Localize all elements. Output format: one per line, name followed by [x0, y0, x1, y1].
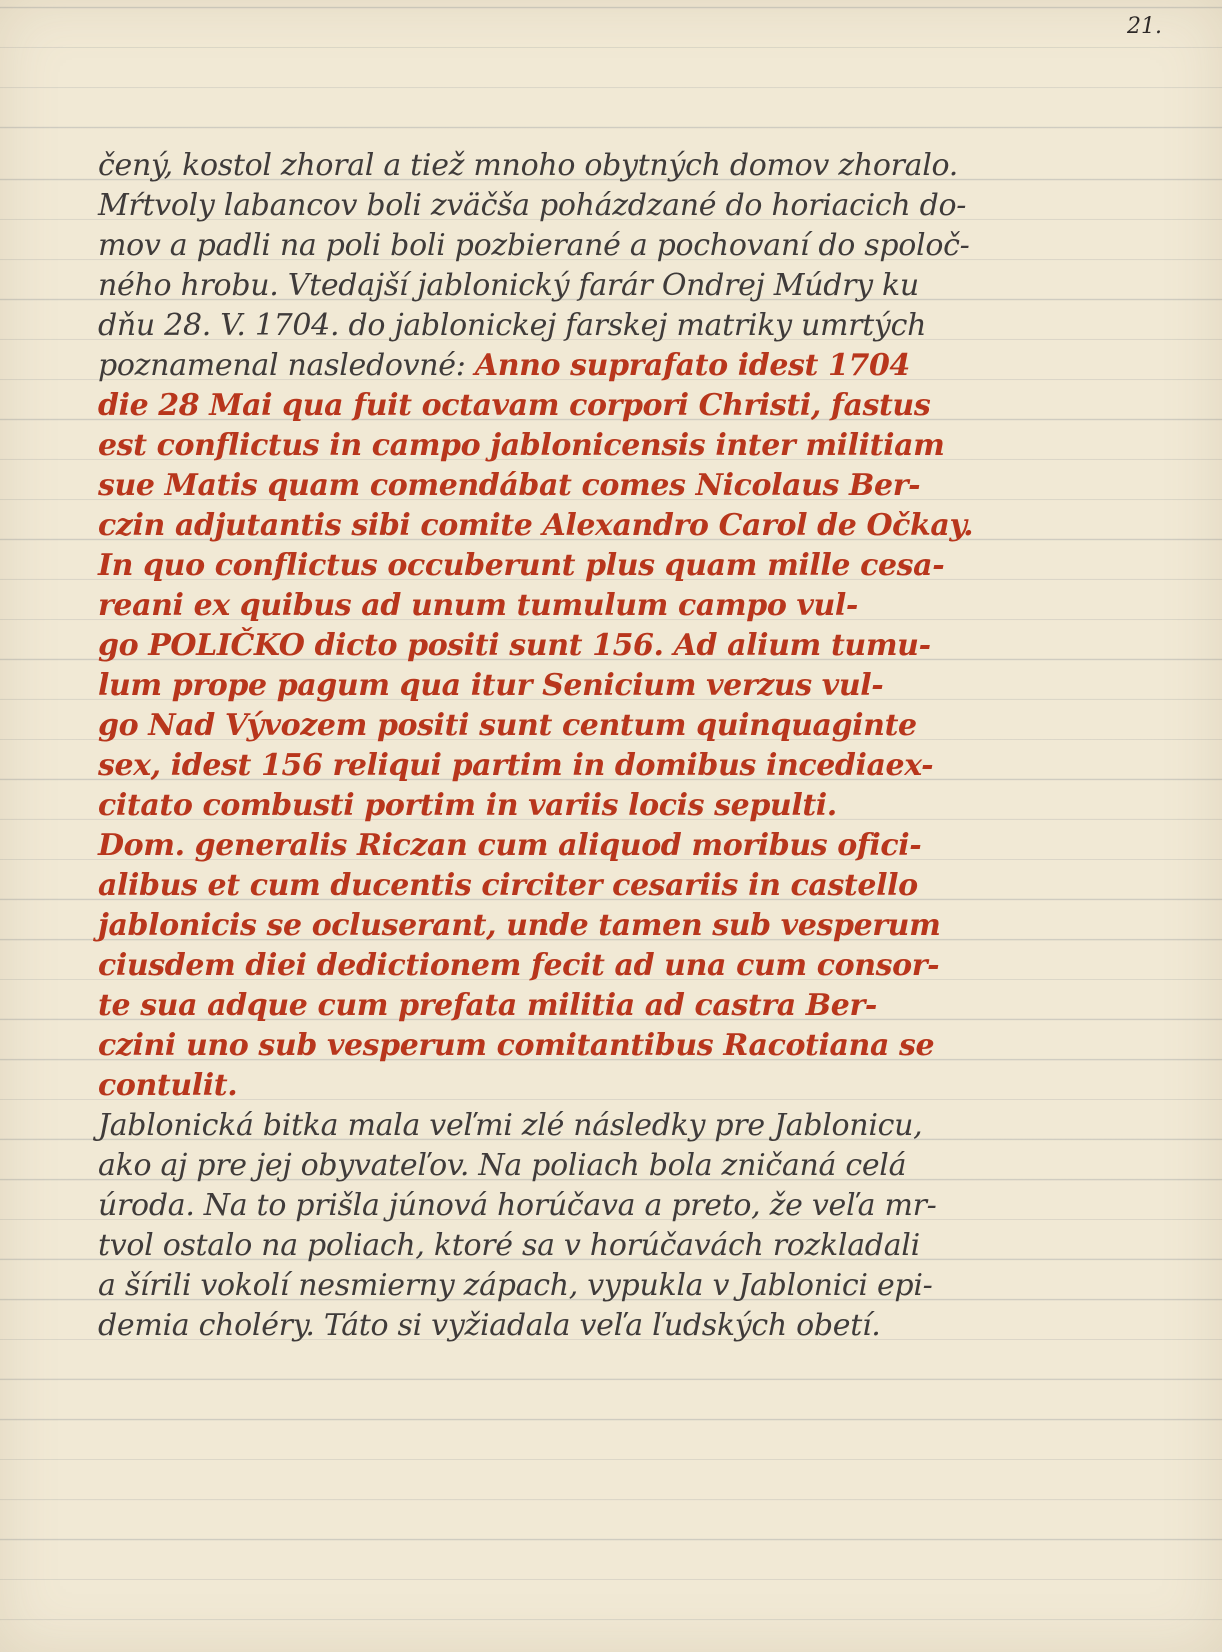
text-line: úroda. Na to prišla júnová horúčava a preto, že veľa mr-: [98, 1188, 937, 1223]
text-segment: poznamenal nasledovné:: [98, 348, 475, 383]
latin-line: go POLIČKO dicto positi sunt 156. Ad alium tumu-: [98, 628, 931, 663]
text-line: demia choléry. Táto si vyžiadala veľa ľudských obetí.: [98, 1308, 881, 1343]
latin-line: sex, idest 156 reliqui partim in domibus incediaex-: [98, 748, 934, 783]
latin-line: go Nad Vývozem positi sunt centum quinquaginte: [98, 708, 917, 743]
page-number: 21.: [1127, 14, 1162, 39]
latin-line: czin adjutantis sibi comite Alexandro Carol de Očkay.: [98, 508, 974, 543]
latin-line: czini uno sub vesperum comitantibus Racotiana se: [98, 1028, 935, 1063]
text-line: tvol ostalo na poliach, ktoré sa v horúčavách rozkladali: [98, 1228, 920, 1263]
text-line: ného hrobu. Vtedajší jablonický farár Ondrej Múdry ku: [98, 268, 919, 303]
text-line: a šírili vokolí nesmierny zápach, vypukla v Jablonici epi-: [98, 1268, 933, 1303]
latin-line: ciusdem diei dedictionem fecit ad una cum consor-: [98, 948, 940, 983]
latin-line: alibus et cum ducentis circiter cesariis in castello: [98, 868, 918, 903]
latin-quote-start: Anno suprafato idest 1704: [474, 348, 910, 383]
latin-line: lum prope pagum qua itur Senicium verzus vul-: [98, 668, 884, 703]
latin-line: reani ex quibus ad unum tumulum campo vul-: [98, 588, 858, 623]
latin-line: contulit.: [98, 1068, 238, 1103]
latin-line: Dom. generalis Riczan cum aliquod moribus ofici-: [98, 828, 922, 863]
text-line: ako aj pre jej obyvateľov. Na poliach bola zničaná celá: [98, 1148, 907, 1183]
latin-line: citato combusti portim in variis locis sepulti.: [98, 788, 837, 823]
latin-line: jablonicis se ocluserant, unde tamen sub vesperum: [98, 908, 941, 943]
text-line-mixed: [98, 346, 1138, 386]
text-line: mov a padli na poli boli pozbierané a pochovaní do spoloč-: [98, 228, 970, 263]
text-line: Jablonická bitka mala veľmi zlé následky pre Jablonicu,: [98, 1108, 923, 1143]
text-line: Mŕtvoly labancov boli zväčša poházdzané do horiacich do-: [98, 188, 967, 223]
latin-line: est conflictus in campo jablonicensis inter militiam: [98, 428, 945, 463]
latin-line: te sua adque cum prefata militia ad castra Ber-: [98, 988, 877, 1023]
latin-line: die 28 Mai qua fuit octavam corpori Christi, fastus: [98, 388, 931, 423]
latin-line: In quo conflictus occuberunt plus quam mille cesa-: [98, 548, 945, 583]
handwritten-text: [98, 146, 1138, 1346]
latin-line: sue Matis quam comendábat comes Nicolaus Ber-: [98, 468, 921, 503]
text-line: dňu 28. V. 1704. do jablonickej farskej matriky umrtých: [98, 308, 927, 343]
text-line: čený, kostol zhoral a tiež mnoho obytných domov zhoralo.: [98, 148, 958, 183]
